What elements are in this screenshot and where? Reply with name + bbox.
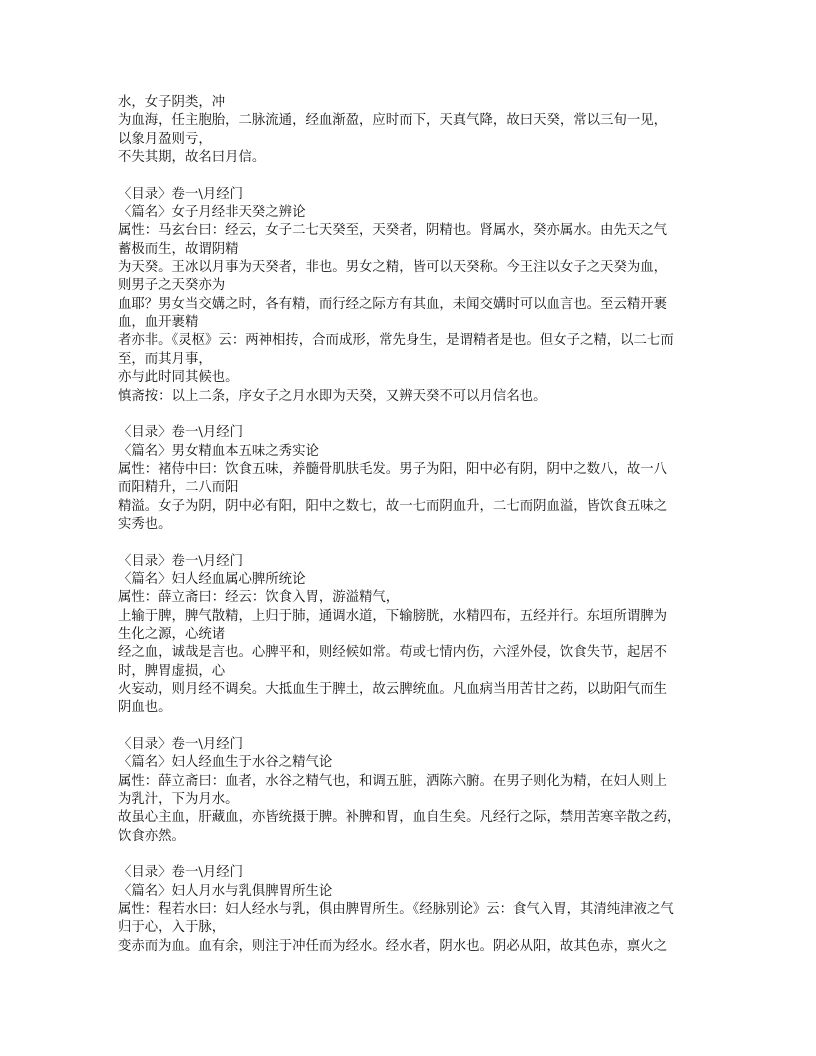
section-title: 〈篇名〉妇人经血生于水谷之精气论 (118, 755, 333, 771)
section-text-line: 亦与此时同其候也。 (118, 370, 239, 386)
section-text-line: 上输于脾，脾气散精，上归于肺，通调水道，下输膀胱，水精四布，五经并行。东垣所谓脾为 (118, 608, 668, 624)
intro-text-line: 以象月盈则亏， (118, 131, 212, 147)
section-text-line: 精溢。女子为阴，阴中必有阳，阳中之数七，故一七而阴血升，二七而阴血溢，皆饮食五味之 (118, 498, 668, 514)
section-text-line: 为天癸。王冰以月事为天癸者，非也。男女之精，皆可以天癸称。今王注以女子之天癸为血， (118, 260, 668, 276)
section-text-line: 属性：薛立斋曰：血者，水谷之精气也，和调五脏，洒陈六腑。在男子则化为精，在妇人则上 (118, 773, 668, 789)
blank-line (118, 534, 708, 552)
section-text-line: 者亦非。《灵枢》云：两神相抟，合而成形，常先身生，是谓精者是也。但女子之精，以二七而 (118, 333, 674, 349)
intro-text-line: 水，女子阴类，冲 (118, 95, 226, 110)
section-title: 〈篇名〉妇人经血属心脾所统论 (118, 571, 306, 587)
section-text-line: 变赤而为血。血有余，则注于冲任而为经水。经水者，阴水也。阴必从阳，故其色赤，禀火之 (118, 938, 668, 954)
section-text-line: 属性：程若水曰：妇人经水与乳，俱由脾胃所生。《经脉别论》云：食气入胃，其清纯津液之气 (118, 902, 674, 918)
section-text-line: 时，脾胃虚损，心 (118, 663, 226, 679)
section-title: 〈篇名〉妇人月水与乳俱脾胃所生论 (118, 883, 333, 899)
intro-text-line: 不失其期，故名曰月信。 (118, 150, 266, 166)
section-text-line: 生化之源，心统诸 (118, 626, 226, 642)
section-text-line: 蓄极而生，故谓阴精 (118, 241, 239, 257)
section-text-line: 属性：薛立斋曰：经云：饮食入胃，游溢精气， (118, 590, 400, 606)
section-text-line: 火妄动，则月经不调矣。大抵血生于脾土，故云脾统血。凡血病当用苦甘之药，以助阳气而生 (118, 682, 668, 697)
section-text-line: 经之血，诚哉是言也。心脾平和，则经候如常。苟或七情内伤，六淫外侵，饮食失节，起居不 (118, 645, 668, 661)
blank-line (118, 406, 708, 424)
document-page (118, 94, 708, 956)
blank-line (118, 718, 708, 736)
section-catalog: 〈目录〉卷一\月经门 (118, 553, 244, 569)
section-catalog: 〈目录〉卷一\月经门 (118, 186, 244, 202)
section-text-line: 血耶？男女当交媾之时，各有精，而行经之际方有其血，未闻交媾时可以血言也。至云精开裹 (118, 296, 668, 312)
section-text-line: 饮食亦然。 (118, 828, 185, 844)
section-text-line: 则男子之天癸亦为 (118, 278, 226, 294)
section-text-line: 慎斋按：以上二条，序女子之月水即为天癸，又辨天癸不可以月信名也。 (118, 388, 547, 404)
section-text-line: 而阳精升，二八而阳 (118, 480, 239, 496)
section-title: 〈篇名〉女子月经非天癸之辨论 (118, 205, 306, 221)
section-text-line: 血，血开裹精 (118, 315, 199, 331)
section-text-line: 阴血也。 (118, 700, 172, 716)
intro-text-line: 为血海，任主胞胎，二脉流通，经血渐盈，应时而下，天真气降，故曰天癸，常以三旬一见， (118, 113, 668, 129)
section-text-line: 为乳汁，下为月水。 (118, 792, 239, 808)
section-catalog: 〈目录〉卷一\月经门 (118, 865, 244, 881)
section-text-line: 实秀也。 (118, 516, 172, 532)
section-text-line: 故虽心主血，肝藏血，亦皆统摄于脾。补脾和胃，血自生矣。凡经行之际，禁用苦寒辛散之药， (118, 810, 681, 826)
section-title: 〈篇名〉男女精血本五味之秀实论 (118, 443, 319, 459)
blank-line (118, 846, 708, 864)
section-catalog: 〈目录〉卷一\月经门 (118, 425, 244, 441)
section-catalog: 〈目录〉卷一\月经门 (118, 737, 244, 753)
section-text-line: 属性：马玄台曰：经云，女子二七天癸至，天癸者，阴精也。肾属水，癸亦属水。由先天之气 (118, 223, 668, 239)
section-text-line: 至，而其月事， (118, 351, 212, 367)
blank-line (118, 167, 708, 185)
section-text-line: 属性：褚侍中曰：饮食五味，养髓骨肌肤毛发。男子为阳，阳中必有阴，阴中之数八，故一八 (118, 461, 668, 477)
section-text-line: 归于心，入于脉， (118, 920, 226, 936)
